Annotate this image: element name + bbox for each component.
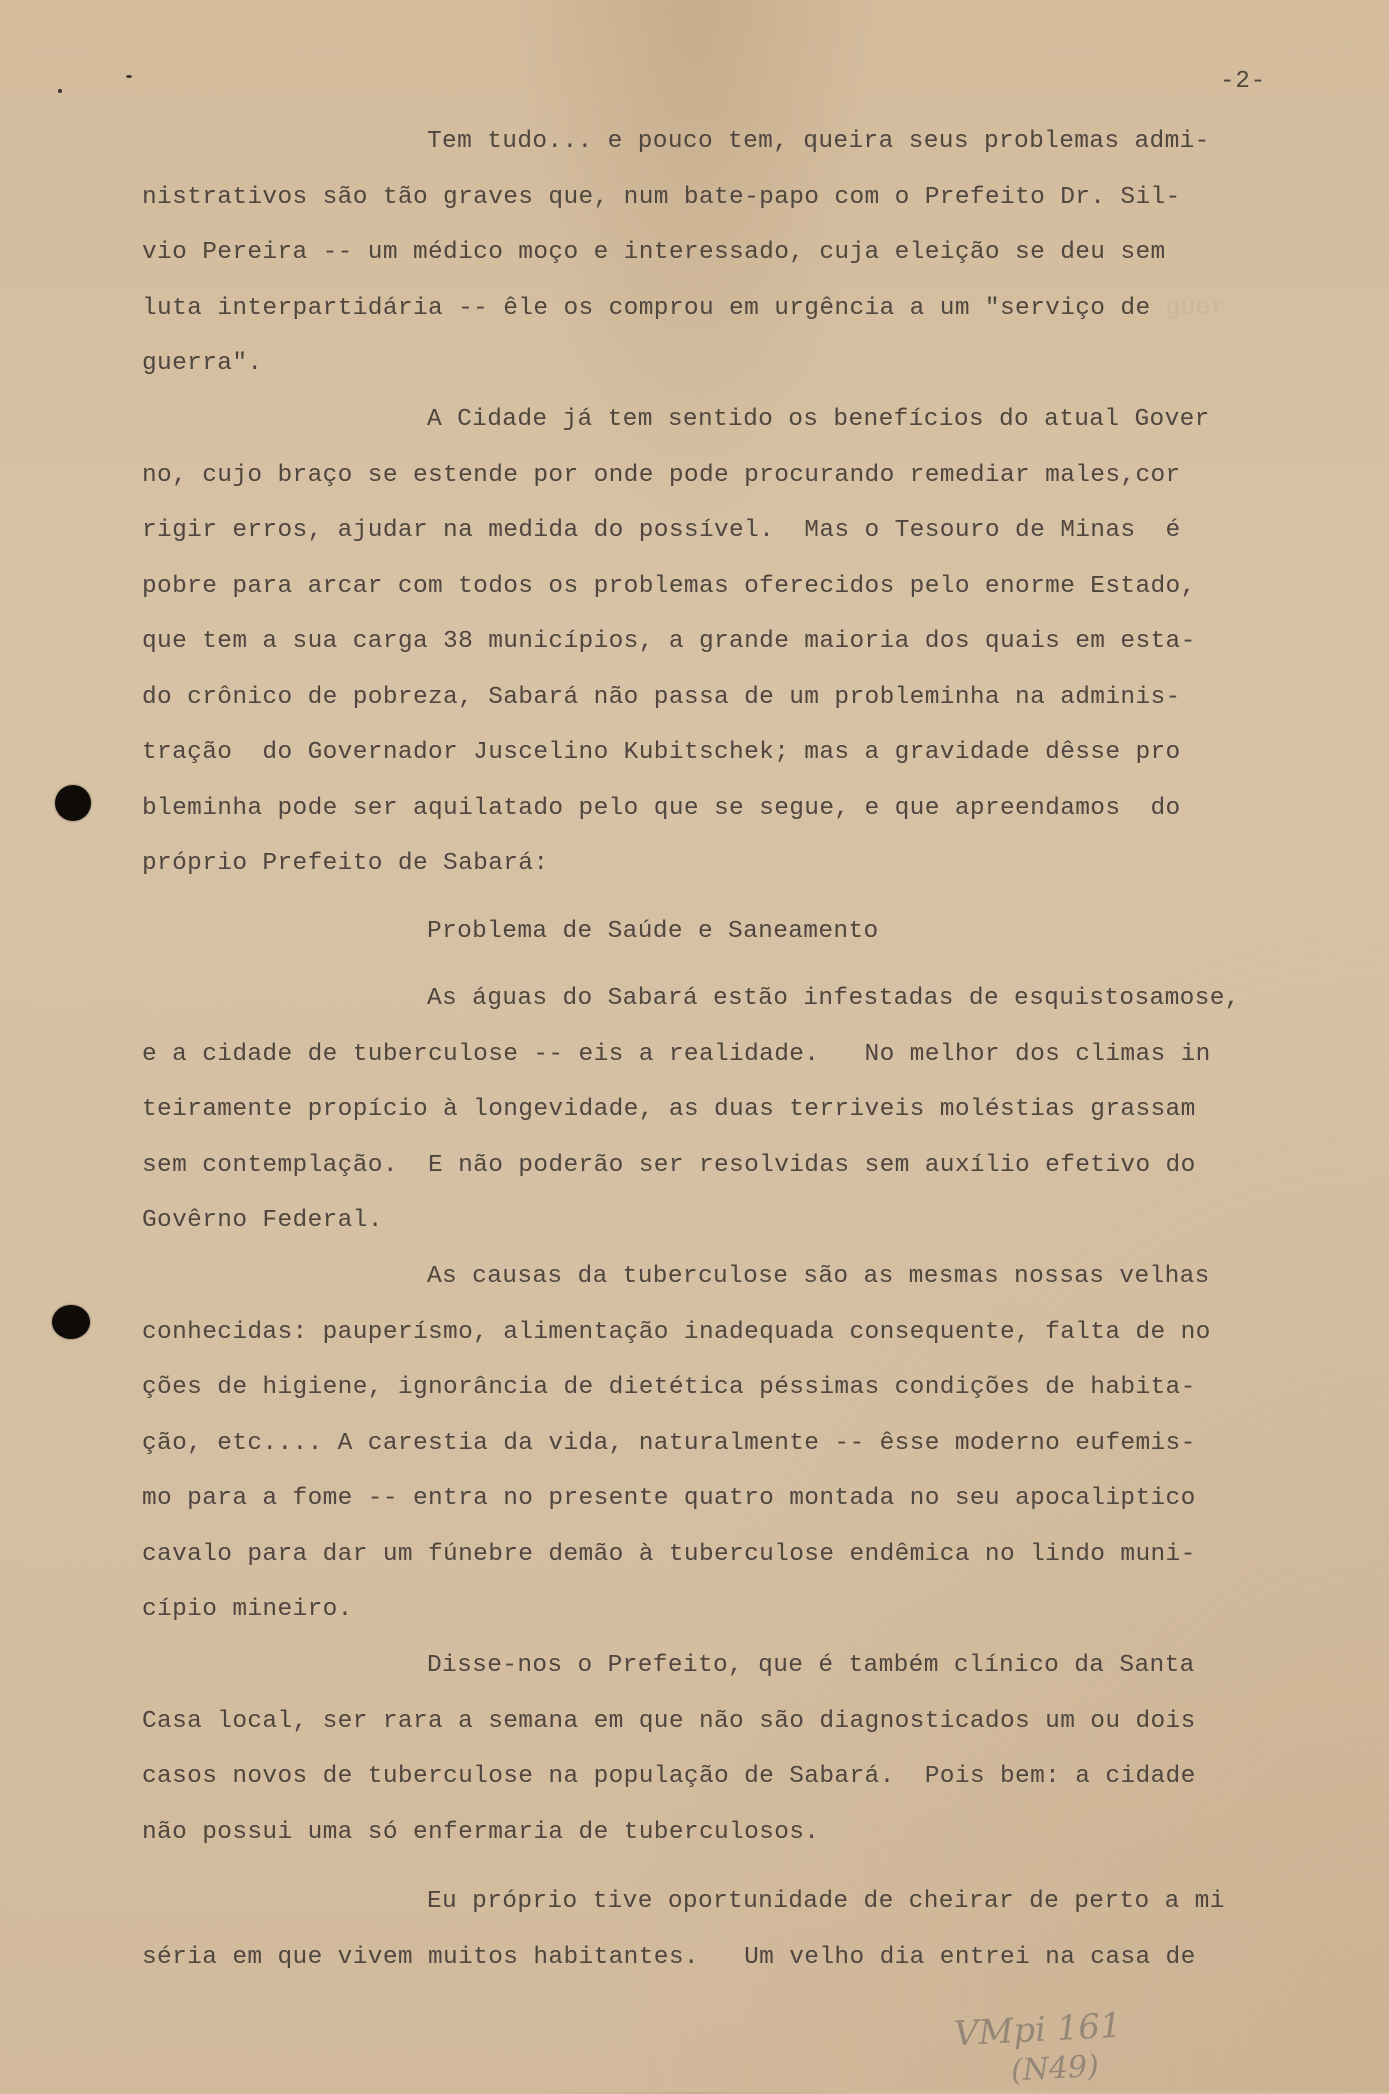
page-number: -2- (1220, 68, 1267, 95)
annotation-line-1: VMpi 161 (953, 2005, 1123, 2055)
text-line: cípio mineiro. (142, 1596, 353, 1623)
punch-hole (55, 785, 91, 821)
text-line: guerra". (142, 350, 263, 377)
section-heading-block (142, 904, 1337, 960)
text-line: séria em que vivem muitos habitantes. Um velho dia entrei na casa de (142, 1943, 1196, 1971)
text-line: luta interpartidária -- êle os comprou em urgência a um "serviço de (142, 294, 1151, 322)
text-line: Casa local, ser rara a semana em que não são diagnosticados um ou dois (142, 1707, 1196, 1735)
text-line: ções de higiene, ignorância de dietética péssimas condições de habita- (142, 1374, 1196, 1401)
text-line: casos novos de tuberculose na população de Sabará. Pois bem: a cidade (142, 1763, 1196, 1790)
section-heading: Problema de Saúde e Saneamento (427, 918, 879, 945)
annotation-line-2: (N49) (1010, 2048, 1100, 2089)
text-line: ção, etc.... A carestia da vida, naturalmente -- êsse moderno eufemis- (142, 1429, 1196, 1457)
faded-overtype: guer (1165, 294, 1226, 322)
paragraph-5 (142, 1638, 1337, 1860)
paragraph-6 (142, 1874, 1337, 1985)
handwritten-annotation (953, 2006, 1125, 2094)
punch-hole (52, 1305, 90, 1339)
ink-speck (58, 89, 62, 93)
text-line: sem contemplação. E não poderão ser resolvidas sem auxílio efetivo do (142, 1151, 1196, 1179)
text-line: mo para a fome -- entra no presente quatro montada no seu apocaliptico (142, 1485, 1196, 1512)
ink-speck (126, 75, 132, 78)
paragraph-3 (142, 971, 1337, 1249)
text-line: As causas da tuberculose são as mesmas nossas velhas (427, 1263, 1210, 1290)
paragraph-4 (142, 1249, 1337, 1638)
text-line-with-faded-overtype (142, 281, 1337, 337)
paragraph-2 (142, 392, 1337, 892)
text-line: A Cidade já tem sentido os benefícios do atual Gover (427, 406, 1210, 433)
text-line: rigir erros, ajudar na medida do possível. Mas o Tesouro de Minas é (142, 517, 1181, 544)
text-line: que tem a sua carga 38 municípios, a grande maioria dos quais em esta- (142, 628, 1196, 655)
text-line: cavalo para dar um fúnebre demão à tuberculose endêmica no lindo muni- (142, 1540, 1196, 1568)
text-line: no, cujo braço se estende por onde pode procurando remediar males,cor (142, 461, 1181, 489)
text-line: As águas do Sabará estão infestadas de esquistosamose, (427, 985, 1240, 1012)
text-line: Govêrno Federal. (142, 1207, 383, 1234)
text-line: pobre para arcar com todos os problemas oferecidos pelo enorme Estado, (142, 572, 1196, 600)
text-line: próprio Prefeito de Sabará: (142, 850, 549, 877)
text-line: não possui uma só enfermaria de tuberculosos. (142, 1818, 820, 1846)
text-line: tração do Governador Juscelino Kubitschek; mas a gravidade dêsse pro (142, 739, 1181, 766)
text-line: conhecidas: pauperísmo, alimentação inadequada consequente, falta de no (142, 1318, 1211, 1346)
text-line: bleminha pode ser aquilatado pelo que se segue, e que apreendamos do (142, 794, 1181, 822)
text-line: Eu próprio tive oportunidade de cheirar de perto a mi (427, 1888, 1225, 1915)
text-line: vio Pereira -- um médico moço e interessado, cuja eleição se deu sem (142, 239, 1166, 266)
text-line: teiramente propício à longevidade, as duas terriveis moléstias grassam (142, 1096, 1196, 1123)
paragraph-1 (142, 114, 1337, 392)
text-line: Disse-nos o Prefeito, que é também clínico da Santa (427, 1652, 1195, 1679)
text-line: Tem tudo... e pouco tem, queira seus problemas admi- (427, 128, 1210, 155)
text-line: do crônico de pobreza, Sabará não passa de um probleminha na adminis- (142, 683, 1181, 711)
text-line: nistrativos são tão graves que, num bate-papo com o Prefeito Dr. Sil- (142, 183, 1181, 211)
text-line: e a cidade de tuberculose -- eis a realidade. No melhor dos climas in (142, 1040, 1211, 1068)
